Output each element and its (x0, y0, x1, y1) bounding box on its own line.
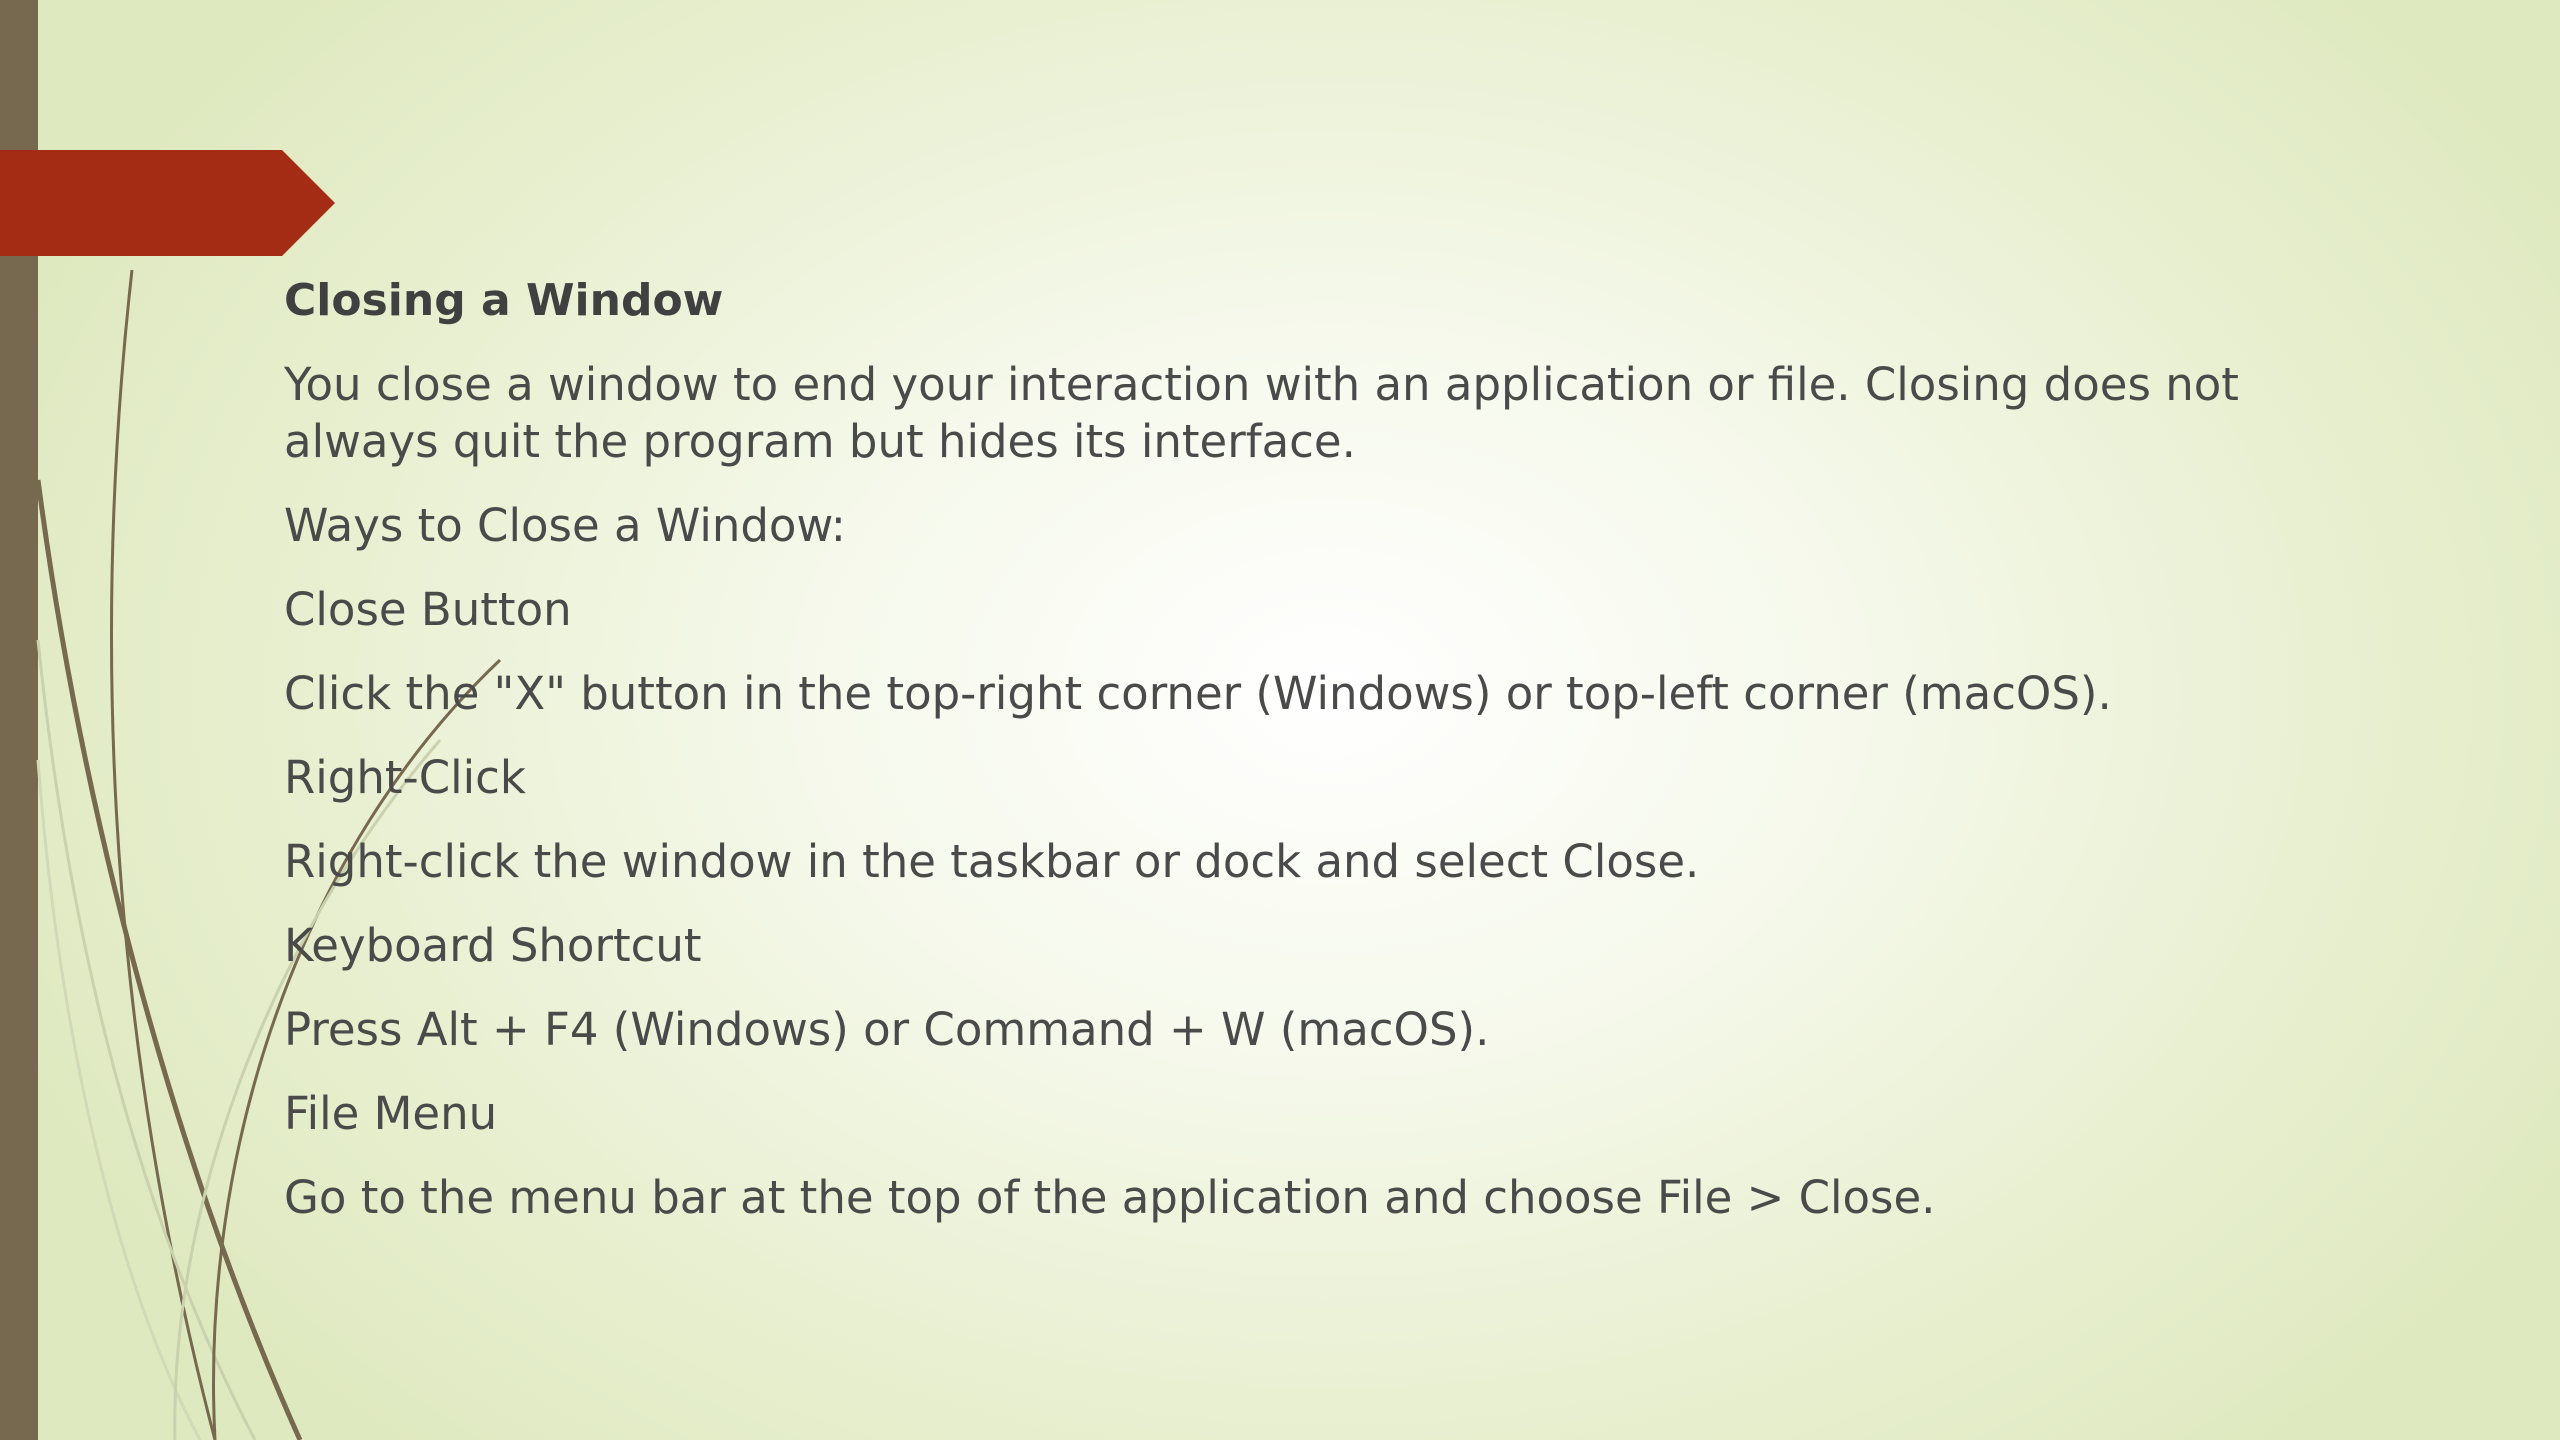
item-title-keyboard-shortcut: Keyboard Shortcut (284, 919, 702, 972)
item-description-close-button: Click the "X" button in the top-right corner (Windows) or top-left corner (macOS). (284, 667, 2112, 720)
item-description-file-menu: Go to the menu bar at the top of the application and choose File > Close. (284, 1171, 1936, 1224)
item-description-right-click: Right-click the window in the taskbar or dock and select Close. (284, 835, 1700, 888)
item-title-file-menu: File Menu (284, 1087, 498, 1140)
title-accent-tab (0, 150, 335, 256)
slide-content (284, 272, 2344, 1253)
slide-heading: Closing a Window (284, 275, 724, 326)
item-description-keyboard-shortcut: Press Alt + F4 (Windows) or Command + W (macOS). (284, 1003, 1490, 1056)
item-title-right-click: Right-Click (284, 751, 526, 804)
item-title-close-button: Close Button (284, 583, 572, 636)
intro-paragraph: You close a window to end your interaction with an application or file. Closing does not always quit the program but hides its interface. (284, 358, 2239, 468)
ways-title: Ways to Close a Window: (284, 499, 846, 552)
